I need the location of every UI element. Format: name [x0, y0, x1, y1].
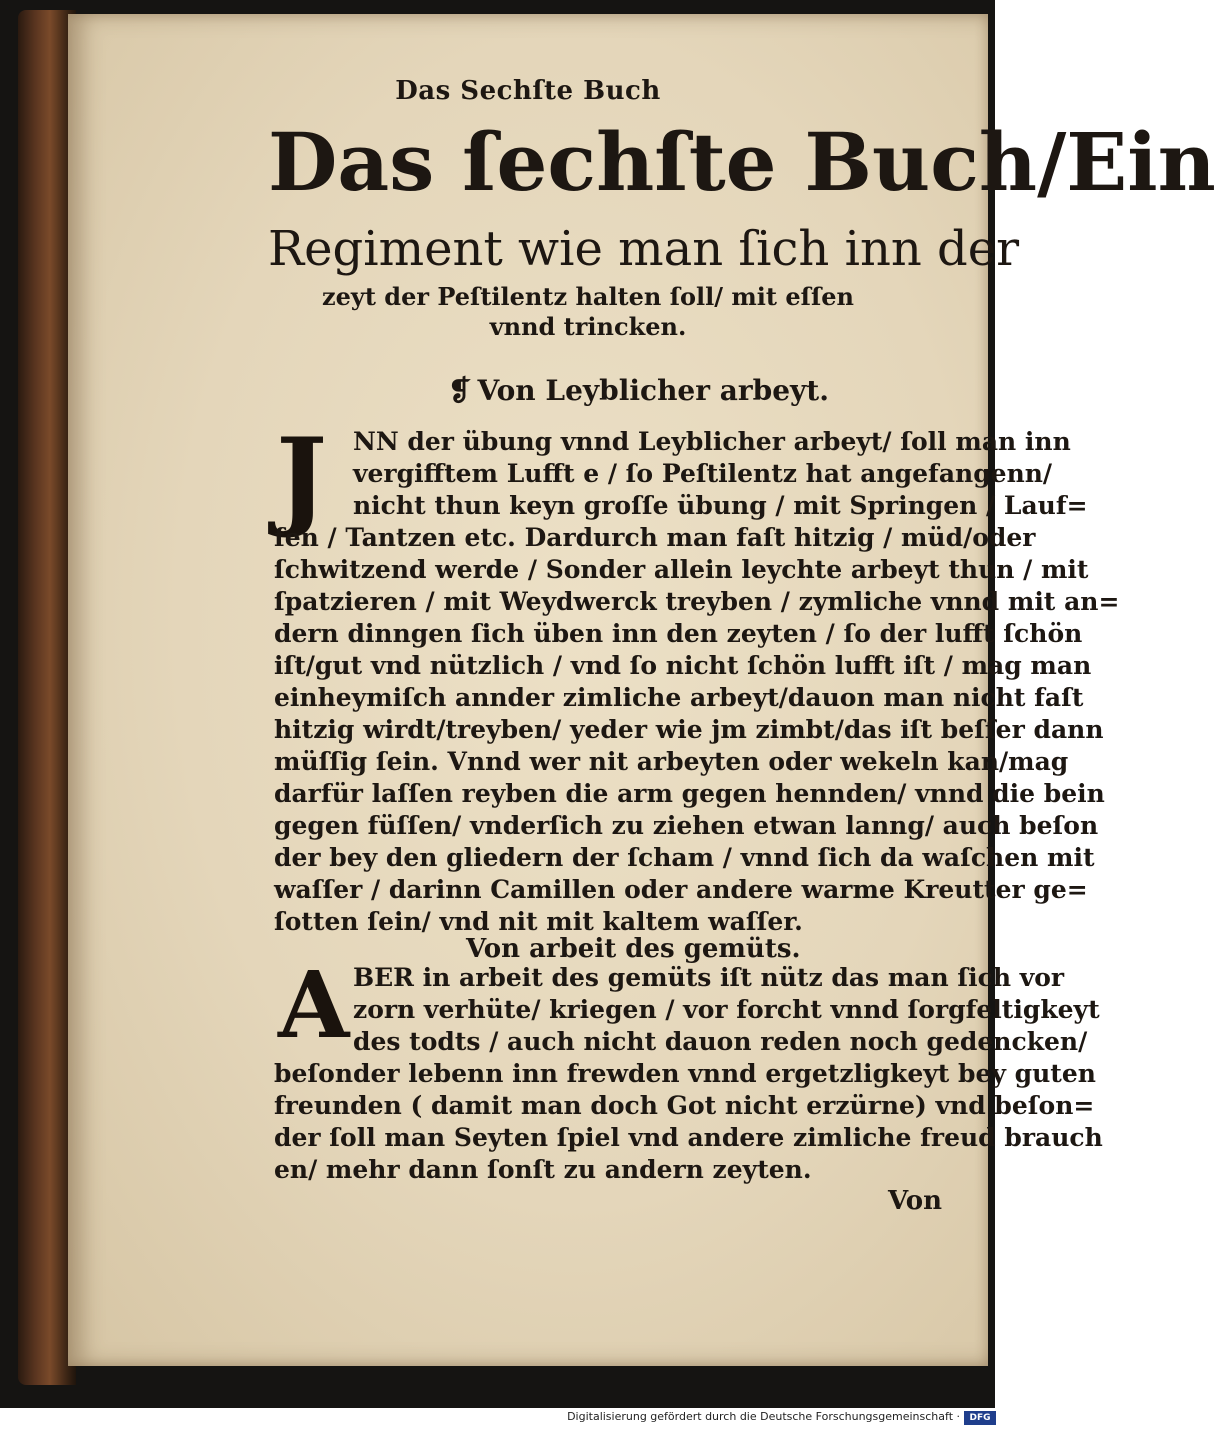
- body-line: iſt/gut vnd nützlich / vnd ſo nicht ſchön lufft iſt / mag man: [274, 651, 1092, 680]
- title-line-3: zeyt der Peſtilentz halten ſoll/ mit eſſen: [322, 282, 854, 311]
- body-line: des todts / auch nicht dauon reden noch gedencken/: [353, 1027, 1088, 1056]
- body-line: müſſig ſein. Vnnd wer nit arbeyten oder wekeln kan/mag: [274, 747, 1069, 776]
- dfg-logo-icon: DFG: [964, 1411, 996, 1425]
- body-line: ſchwitzend werde / Sonder allein leychte arbeyt thun / mit: [274, 555, 1089, 584]
- body-line: einheymiſch annder zimliche arbeyt/dauon man nicht faſt: [274, 683, 1084, 712]
- body-line: freunden ( damit man doch Got nicht erzürne) vnd beſon=: [274, 1091, 1095, 1120]
- title-line-1: Das ſechſte Buch/Ein: [268, 115, 1216, 209]
- catchword: Von: [888, 1186, 943, 1216]
- body-line: zorn verhüte/ kriegen / vor forcht vnnd ſorgfeltigkeyt: [353, 995, 1100, 1024]
- body-line: darfür laſſen reyben die arm gegen hennden/ vnnd die bein: [274, 779, 1105, 808]
- pilcrow-icon: ❡: [448, 374, 472, 407]
- body-line: gegen füſſen/ vnderſich zu ziehen etwan lanng/ auch beſon: [274, 811, 1099, 840]
- body-line: ſotten ſein/ vnd nit mit kaltem waſſer.: [274, 907, 803, 936]
- body-line: ſpatzieren / mit Weydwerck treyben / zymliche vnnd mit an=: [274, 587, 1120, 616]
- body-line: dern dinngen ſich üben inn den zeyten / ſo der lufft ſchön: [274, 619, 1083, 648]
- drop-cap-initial: J: [276, 415, 328, 541]
- title-line-2: Regiment wie man ſich inn der: [268, 221, 1020, 277]
- body-line: der ſoll man Seyten ſpiel vnd andere zimliche freud brauch: [274, 1123, 1103, 1152]
- body-line: NN der übung vnnd Leyblicher arbeyt/ ſoll man inn: [353, 427, 1071, 456]
- drop-cap-initial: A: [278, 951, 350, 1059]
- body-line: en/ mehr dann ſonſt zu andern zeyten.: [274, 1155, 812, 1184]
- running-header: Das Sechſte Buch: [395, 76, 661, 106]
- body-line: der bey den gliedern der ſcham / vnnd ſich da waſchen mit: [274, 843, 1095, 872]
- section-heading-text: Von Leyblicher arbeyt.: [477, 374, 829, 407]
- body-line: fen / Tantzen etc. Dardurch man faſt hitzig / müd/oder: [274, 523, 1036, 552]
- body-line: vergifftem Lufft e / ſo Peſtilentz hat angefangenn/: [353, 459, 1053, 488]
- book-page: [68, 14, 1216, 1366]
- body-line: waſſer / darinn Camillen oder andere warme Kreutter ge=: [274, 875, 1088, 904]
- title-line-4: vnnd trincken.: [489, 312, 687, 341]
- section-heading-leyblicher-arbeyt: [448, 374, 829, 407]
- body-line: nicht thun keyn groſſe übung / mit Springen / Lauf=: [353, 491, 1088, 520]
- section-heading-gemuets: Von arbeit des gemüts.: [466, 934, 801, 964]
- body-line: beſonder lebenn inn frewden vnnd ergetzligkeyt bey guten: [274, 1059, 1096, 1088]
- digitization-credit: Digitalisierung gefördert durch die Deutsche Forschungsgemeinschaft ·: [567, 1410, 960, 1423]
- body-line: BER in arbeit des gemüts iſt nütz das man ſich vor: [353, 963, 1065, 992]
- body-line: hitzig wirdt/treyben/ yeder wie jm zimbt/das iſt beſſer dann: [274, 715, 1104, 744]
